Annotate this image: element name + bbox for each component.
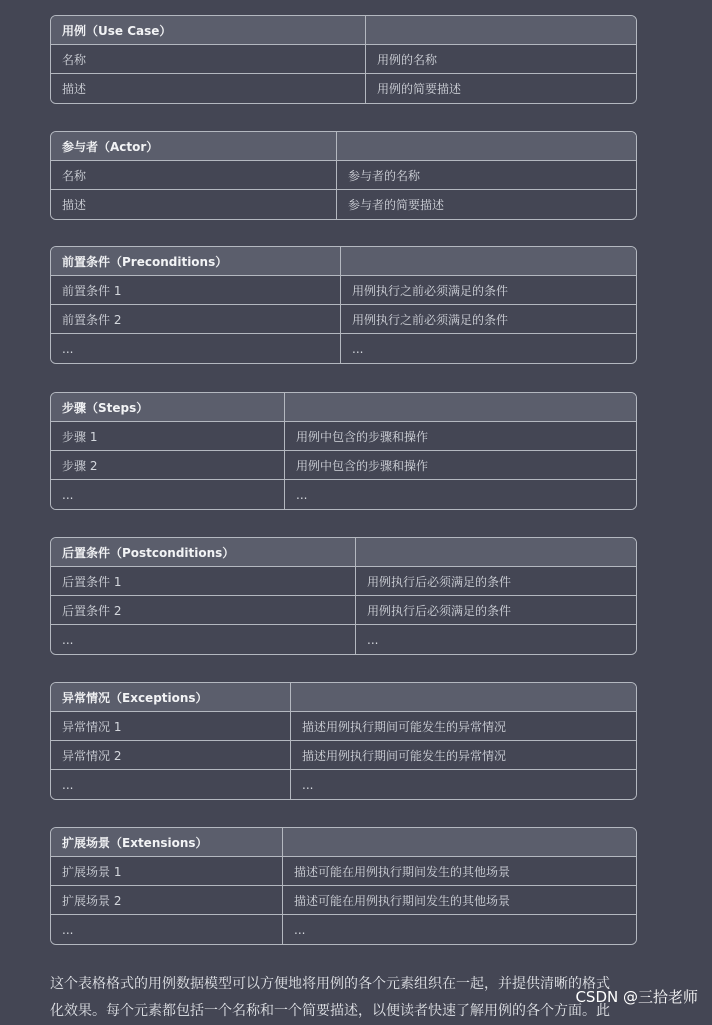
- table-cell: 步骤 2: [51, 451, 285, 480]
- csdn-watermark: CSDN @三拾老师: [575, 988, 698, 1006]
- table-header-cell: [291, 683, 636, 712]
- steps-table: [50, 392, 637, 510]
- table-cell: ...: [51, 770, 291, 799]
- table-row: [51, 741, 636, 770]
- table-cell: 扩展场景 1: [51, 857, 283, 886]
- table-cell: ...: [51, 625, 356, 654]
- table-row: [51, 305, 636, 334]
- table-row: [51, 712, 636, 741]
- table-header-cell: [337, 132, 636, 161]
- table-cell: 后置条件 2: [51, 596, 356, 625]
- postconditions-table: [50, 537, 637, 655]
- table-header-cell: [366, 16, 636, 45]
- table-header-cell: 扩展场景（Extensions）: [51, 828, 283, 857]
- summary-line: 这个表格格式的用例数据模型可以方便地将用例的各个元素组织在一起，并提供清晰的格式: [50, 976, 610, 992]
- table-cell: ...: [51, 915, 283, 944]
- table-cell: ...: [356, 625, 636, 654]
- table-header-cell: [356, 538, 636, 567]
- table-cell: 用例执行之前必须满足的条件: [341, 305, 636, 334]
- table-row: [51, 596, 636, 625]
- table-cell: 参与者的名称: [337, 161, 636, 190]
- preconditions-table: [50, 246, 637, 364]
- table-header-cell: 步骤（Steps）: [51, 393, 285, 422]
- table-row: [51, 567, 636, 596]
- table-cell: ...: [51, 480, 285, 509]
- table-cell: 异常情况 2: [51, 741, 291, 770]
- table-cell: ...: [283, 915, 636, 944]
- exceptions-table: [50, 682, 637, 800]
- table-cell: 名称: [51, 45, 366, 74]
- table-cell: 异常情况 1: [51, 712, 291, 741]
- extensions-table: [50, 827, 637, 945]
- table-row: [51, 625, 636, 654]
- actor-table: [50, 131, 637, 220]
- table-row: [51, 161, 636, 190]
- table-row: [51, 915, 636, 944]
- table-cell: 前置条件 1: [51, 276, 341, 305]
- table-row: [51, 190, 636, 219]
- table-cell: 用例执行后必须满足的条件: [356, 567, 636, 596]
- table-header-cell: 用例（Use Case）: [51, 16, 366, 45]
- table-row: [51, 857, 636, 886]
- table-header-row: [51, 538, 636, 567]
- table-row: [51, 480, 636, 509]
- summary-line: 化效果。每个元素都包括一个名称和一个简要描述，以便读者快速了解用例的各个方面。此: [50, 1003, 610, 1019]
- table-row: [51, 886, 636, 915]
- table-cell: 步骤 1: [51, 422, 285, 451]
- table-cell: ...: [285, 480, 636, 509]
- table-header-cell: 异常情况（Exceptions）: [51, 683, 291, 712]
- table-cell: 描述用例执行期间可能发生的异常情况: [291, 712, 636, 741]
- table-row: [51, 45, 636, 74]
- table-header-cell: 参与者（Actor）: [51, 132, 337, 161]
- table-cell: 用例中包含的步骤和操作: [285, 422, 636, 451]
- table-row: [51, 74, 636, 103]
- table-cell: 描述用例执行期间可能发生的异常情况: [291, 741, 636, 770]
- table-cell: 用例执行后必须满足的条件: [356, 596, 636, 625]
- table-cell: 后置条件 1: [51, 567, 356, 596]
- table-cell: 用例中包含的步骤和操作: [285, 451, 636, 480]
- table-header-cell: [285, 393, 636, 422]
- summary-paragraph: [50, 971, 650, 1025]
- table-cell: 扩展场景 2: [51, 886, 283, 915]
- table-cell: 描述: [51, 74, 366, 103]
- table-header-row: [51, 132, 636, 161]
- table-header-row: [51, 16, 636, 45]
- table-header-row: [51, 393, 636, 422]
- table-header-cell: [283, 828, 636, 857]
- table-cell: ...: [51, 334, 341, 363]
- table-header-row: [51, 828, 636, 857]
- table-row: [51, 770, 636, 799]
- table-header-cell: 前置条件（Preconditions）: [51, 247, 341, 276]
- table-cell: 前置条件 2: [51, 305, 341, 334]
- table-header-row: [51, 247, 636, 276]
- table-row: [51, 276, 636, 305]
- table-cell: 用例执行之前必须满足的条件: [341, 276, 636, 305]
- table-cell: ...: [341, 334, 636, 363]
- table-cell: 描述可能在用例执行期间发生的其他场景: [283, 857, 636, 886]
- table-header-cell: [341, 247, 636, 276]
- table-cell: 名称: [51, 161, 337, 190]
- table-cell: 描述: [51, 190, 337, 219]
- use-case-table: [50, 15, 637, 104]
- table-row: [51, 451, 636, 480]
- table-cell: ...: [291, 770, 636, 799]
- table-row: [51, 334, 636, 363]
- table-cell: 描述可能在用例执行期间发生的其他场景: [283, 886, 636, 915]
- table-cell: 用例的名称: [366, 45, 636, 74]
- table-cell: 用例的简要描述: [366, 74, 636, 103]
- table-header-cell: 后置条件（Postconditions）: [51, 538, 356, 567]
- table-cell: 参与者的简要描述: [337, 190, 636, 219]
- table-header-row: [51, 683, 636, 712]
- table-row: [51, 422, 636, 451]
